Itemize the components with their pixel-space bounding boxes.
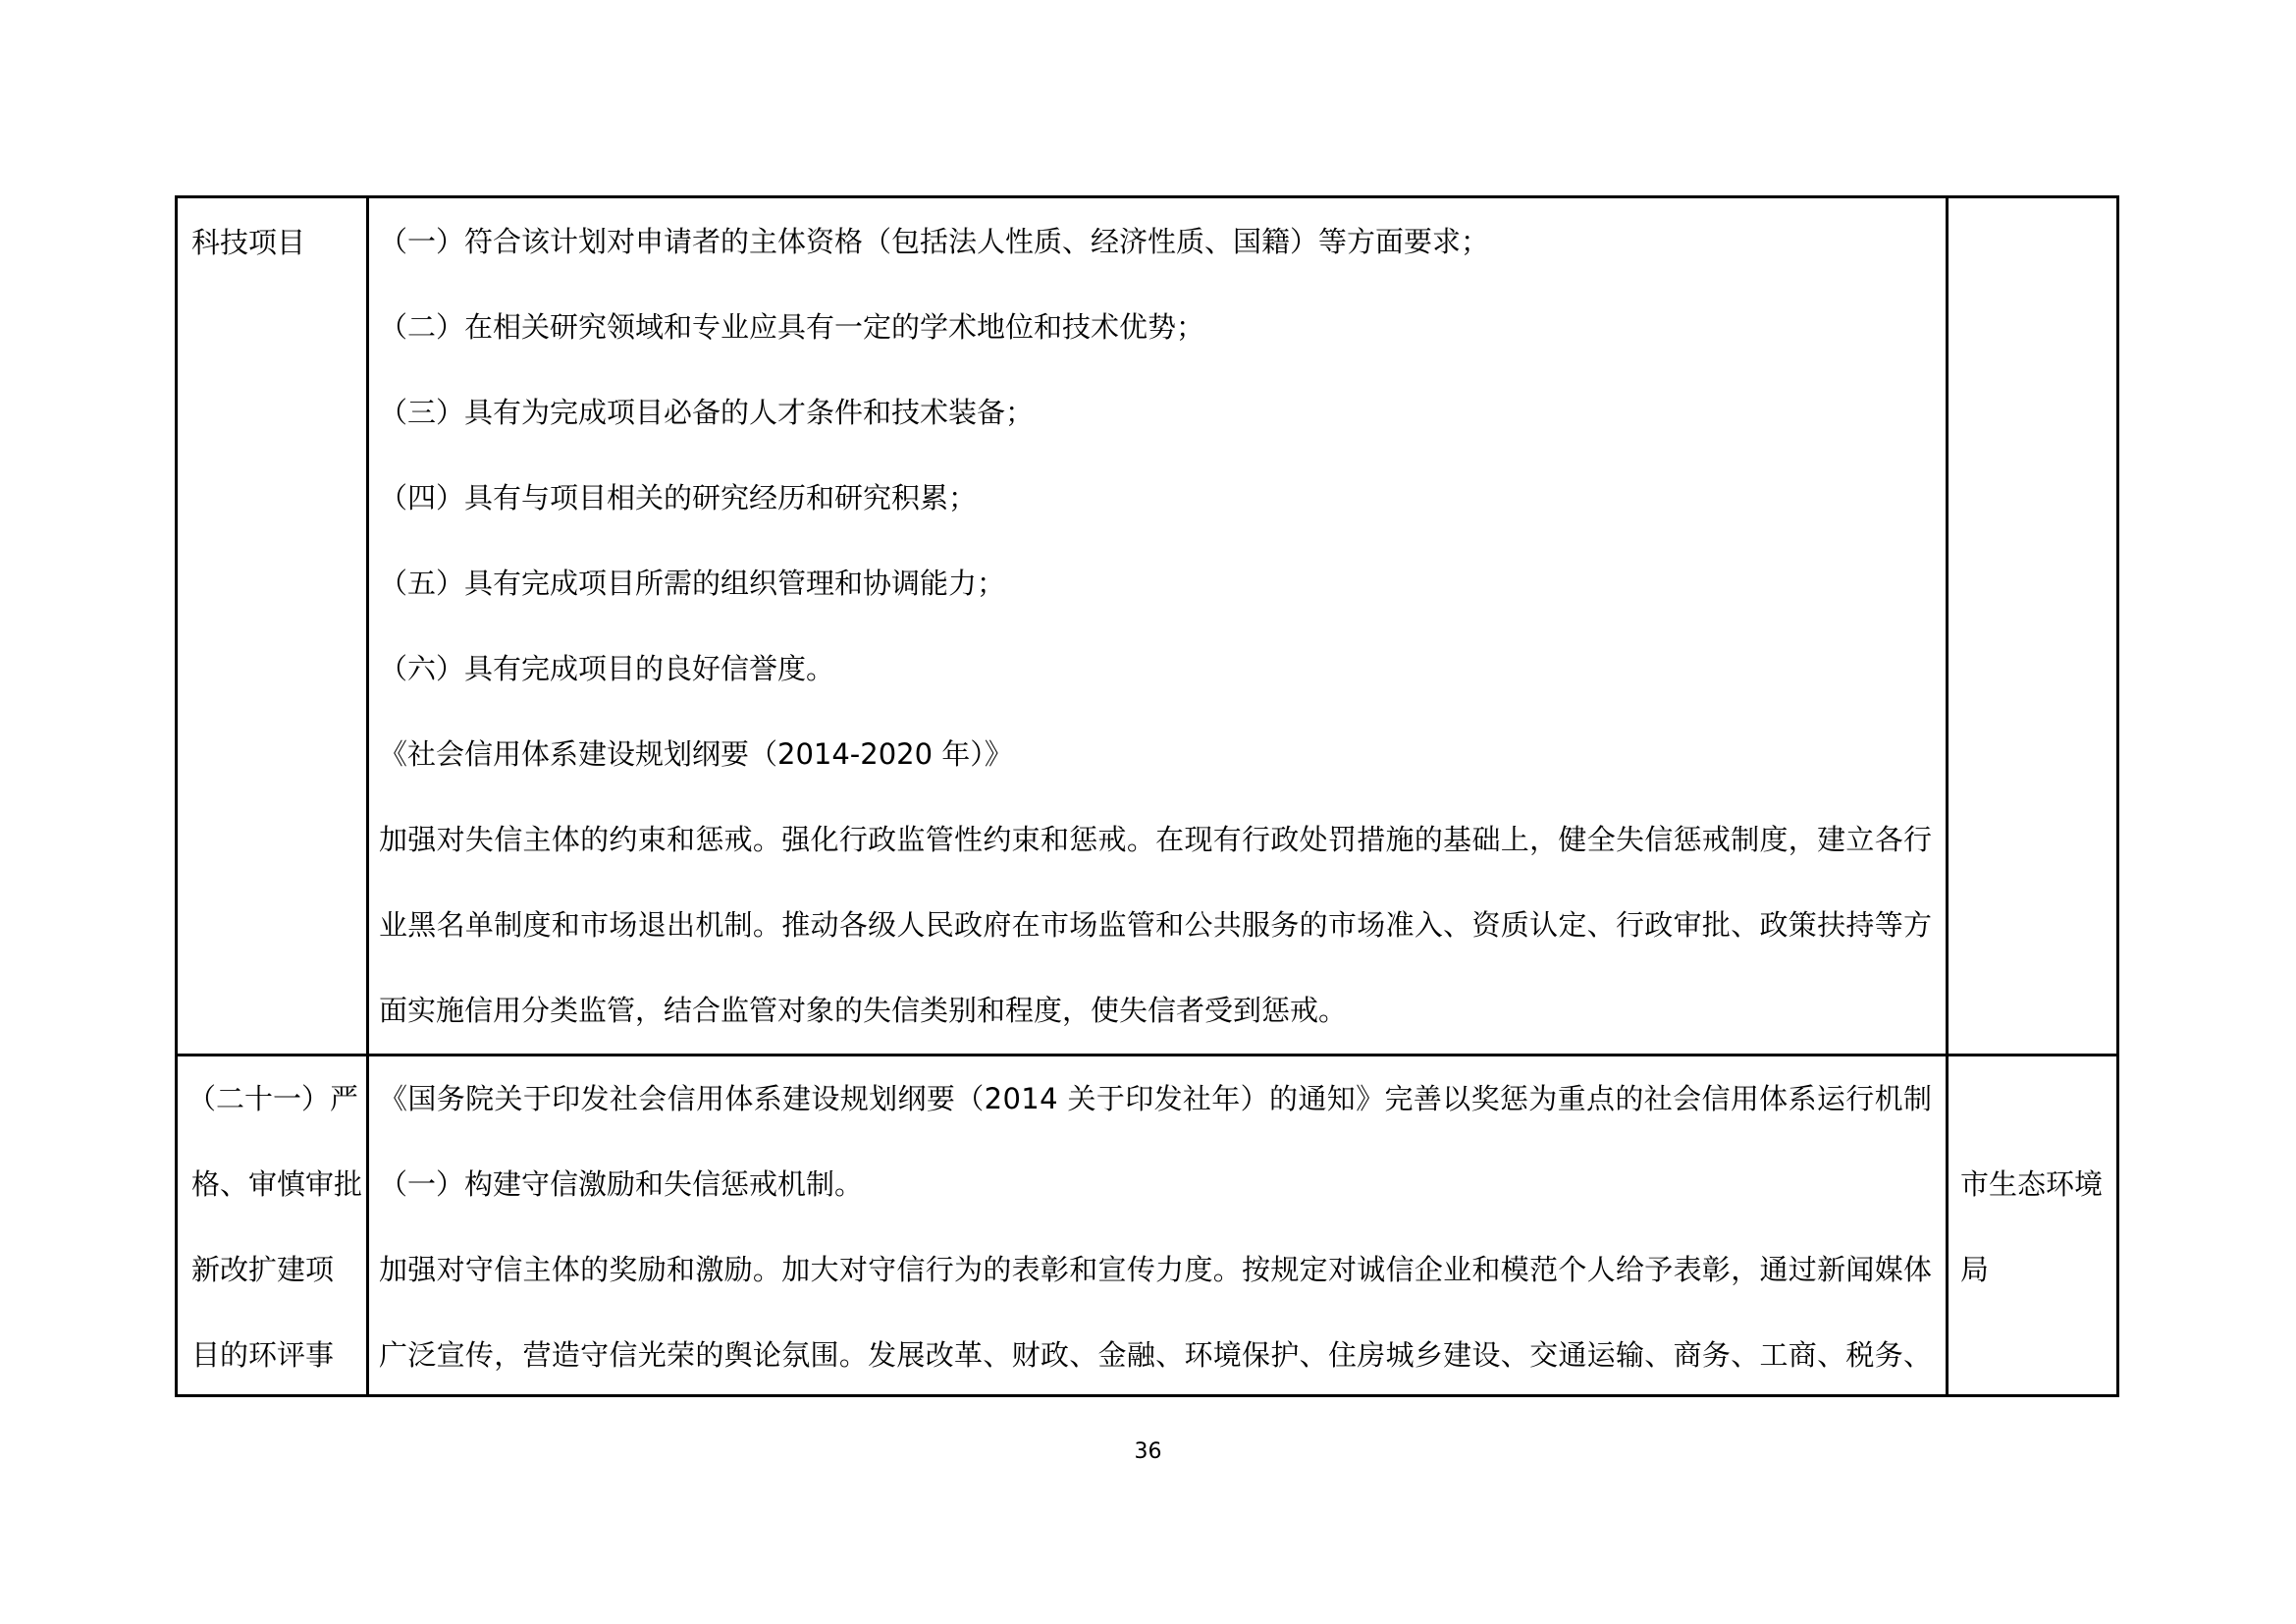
row2-category-line-3: 新改扩建项 xyxy=(191,1253,335,1286)
row2-line-2: （一）构建守信激励和失信惩戒机制。 xyxy=(379,1167,864,1201)
row1-line-10: 面实施信用分类监管，结合监管对象的失信类别和程度，使失信者受到惩戒。 xyxy=(379,994,1348,1027)
row2-line-4: 广泛宣传，营造守信光荣的舆论氛围。发展改革、财政、金融、环境保护、住房城乡建设、交通运输、商务、工商、税务、 xyxy=(379,1338,1932,1372)
row1-line-5: （五）具有完成项目所需的组织管理和协调能力； xyxy=(379,567,1006,600)
document-table xyxy=(175,195,2119,1397)
row1-line-1: （一）符合该计划对申请者的主体资格（包括法人性质、经济性质、国籍）等方面要求； xyxy=(379,225,1490,258)
row1-line-6: （六）具有完成项目的良好信誉度。 xyxy=(379,652,835,685)
row2-category-line-1: （二十一）严 xyxy=(187,1082,359,1115)
row1-line-3: （三）具有为完成项目必备的人才条件和技术装备； xyxy=(379,396,1035,429)
row1-line-9: 业黑名单制度和市场退出机制。推动各级人民政府在市场监管和公共服务的市场准入、资质认定、行政审批、政策扶持等方 xyxy=(379,908,1932,942)
row1-line-7: 《社会信用体系建设规划纲要（2014-2020 年）》 xyxy=(379,737,1013,771)
row1-category-cell xyxy=(178,198,366,1054)
row1-line-8: 加强对失信主体的约束和惩戒。强化行政监管性约束和惩戒。在现有行政处罚措施的基础上，健全失信惩戒制度，建立各行 xyxy=(379,823,1932,856)
row1-department-cell xyxy=(1949,198,2116,1054)
row2-category-line-4: 目的环评事 xyxy=(191,1338,335,1372)
row1-line-4: （四）具有与项目相关的研究经历和研究积累； xyxy=(379,481,978,514)
row2-department-line-2: 局 xyxy=(1960,1253,1990,1286)
row1-line-2: （二）在相关研究领域和专业应具有一定的学术地位和技术优势； xyxy=(379,310,1205,344)
row2-department-line-1: 市生态环境 xyxy=(1960,1167,2104,1201)
row2-line-1: 《国务院关于印发社会信用体系建设规划纲要（2014 关于印发社年）的通知》完善以奖惩为重点的社会信用体系运行机制 xyxy=(379,1082,1932,1115)
row2-line-3: 加强对守信主体的奖励和激励。加大对守信行为的表彰和宣传力度。按规定对诚信企业和模范个人给予表彰，通过新闻媒体 xyxy=(379,1253,1932,1286)
row1-category: 科技项目 xyxy=(191,226,306,259)
page-number: 36 xyxy=(1134,1439,1162,1464)
row2-content-cell xyxy=(369,1056,1946,1394)
row2-category-line-2: 格、审慎审批 xyxy=(191,1167,363,1201)
row1-content-cell xyxy=(369,198,1946,1054)
row2-category-cell xyxy=(178,1056,366,1394)
row2-department-cell xyxy=(1949,1056,2116,1394)
